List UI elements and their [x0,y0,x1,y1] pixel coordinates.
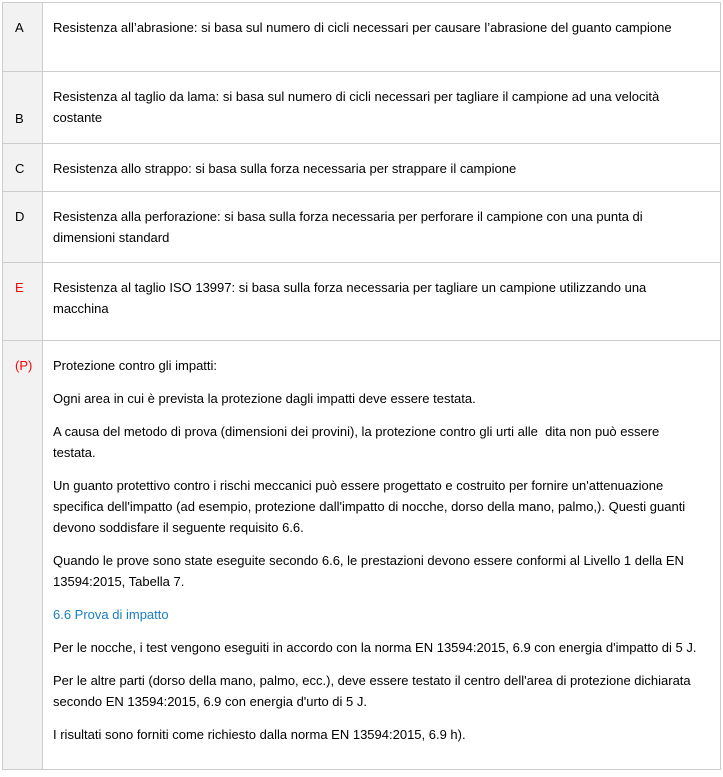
puncture-resistance-text: Resistenza alla perforazione: si basa sulla forza necessaria per perforare il campione con una punta di dimensioni standard [53,209,647,245]
iso-cut-resistance-text: Resistenza al taglio ISO 13997: si basa sulla forza necessaria per tagliare un campione utilizzando una macchina [53,280,650,316]
abrasion-resistance-text: Resistenza all’abrasione: si basa sul numero di cicli necessari per causare l’abrasione del guanto campione [53,20,672,35]
row-label-c: C [3,144,43,192]
row-label-p: (P) [3,341,43,770]
row-label-a: A [3,3,43,72]
table-row-c [3,144,721,192]
blade-cut-resistance-text: Resistenza al taglio da lama: si basa sul numero di cicli necessari per tagliare il campione ad una velocità costante [53,89,663,125]
results-reported-text: I risultati sono forniti come richiesto dalla norma EN 13594:2015, 6.9 h). [53,727,466,742]
impact-area-tested-text: Ogni area in cui è prevista la protezione dagli impatti deve essere testata. [53,391,476,406]
table-row-d [3,192,721,263]
table-row-e [3,263,721,341]
row-content-d [43,192,721,263]
finger-impact-not-testable-text: A causa del metodo di prova (dimensioni dei provini), la protezione contro gli urti alle dita non può essere testata. [53,424,663,460]
other-parts-test-text: Per le altre parti (dorso della mano, palmo, ecc.), deve essere testato il centro dell'area di protezione dichiarata secondo EN 13594:2015, 6.9 con energia d'urto di 5 J. [53,673,695,709]
row-content-p [43,341,721,770]
glove-test-description-table [2,2,721,770]
table-row-p [3,341,721,770]
tear-resistance-text: Resistenza allo strappo: si basa sulla forza necessaria per strappare il campione [53,161,517,176]
row-content-a [43,3,721,72]
knuckle-test-text: Per le nocche, i test vengono eseguiti in accordo con la norma EN 13594:2015, 6.9 con energia d'impatto di 5 J. [53,640,697,655]
table-row-b [3,72,721,144]
row-label-e: E [3,263,43,341]
impact-test-section-link[interactable]: 6.6 Prova di impatto [53,607,169,622]
level1-conformity-text: Quando le prove sono state eseguite secondo 6.6, le prestazioni devono essere conformi al Livello 1 della EN 13594:2015, Tabella 7. [53,553,688,589]
impact-attenuation-text: Un guanto protettivo contro i rischi meccanici può essere progettato e costruito per fornire un'attenuazione specifica dell'impatto (ad esempio, protezione dall'impatto di nocche, dorso della mano, palmo,). Questi guanti devono soddisfare il seguente requisito 6.6. [53,478,689,535]
impact-protection-title: Protezione contro gli impatti: [53,358,218,373]
row-content-e [43,263,721,341]
row-label-d: D [3,192,43,263]
table-row-a [3,3,721,72]
row-label-b: B [3,72,43,144]
row-content-b [43,72,721,144]
row-content-c [43,144,721,192]
